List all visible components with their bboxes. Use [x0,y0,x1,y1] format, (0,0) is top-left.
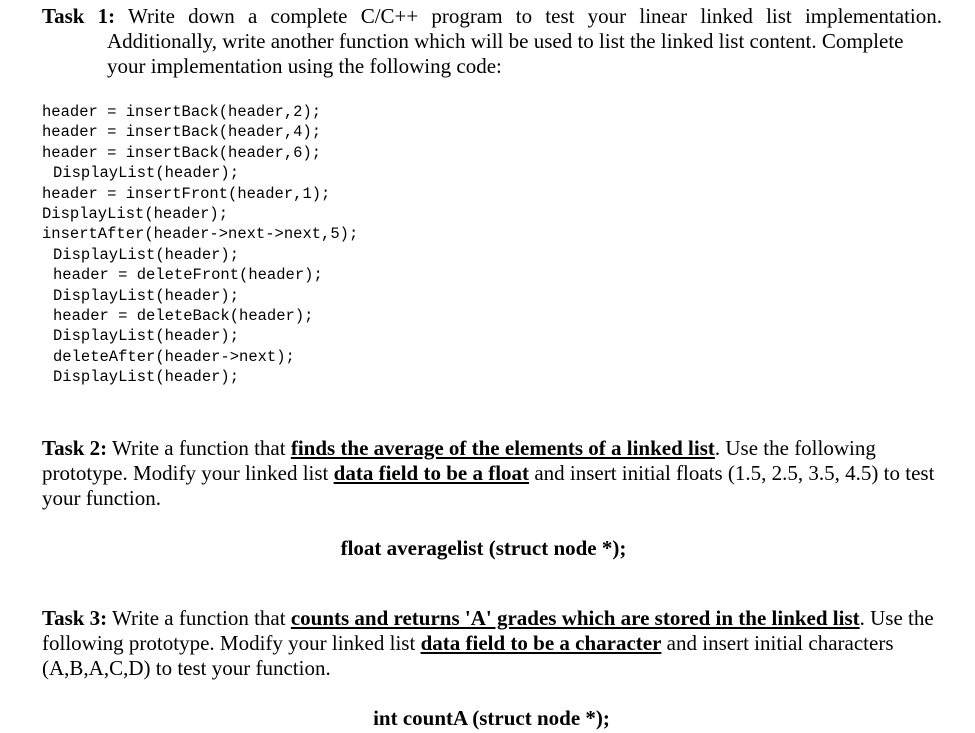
code-line: header = insertFront(header,1); [42,184,331,203]
code-line: header = deleteFront(header); [53,266,323,285]
task1-line1: Write down a complete C/C++ program to test your linear linked list implementation. [127,4,942,28]
code-line: deleteAfter(header->next); [53,347,295,366]
code-line: header = insertBack(header,6); [42,143,322,162]
code-line: header = deleteBack(header); [53,307,314,326]
code-line: header = insertBack(header,2); [42,103,322,121]
task2-emphasis1: finds the average of the elements of a linked list [290,436,715,460]
task2-emphasis2: data field to be a float [333,461,530,485]
task3-label: Task 3: [42,606,108,630]
code-line: DisplayList(header); [53,164,240,183]
task2-label: Task 2: [42,436,108,460]
task1-line2: Additionally, write another function which will be used to list the linked list content. Complete [107,29,904,53]
code-block [42,102,358,388]
task1-label: Task 1: [42,4,116,28]
code-line: DisplayList(header); [53,245,240,264]
task2-text2: . Use the following prototype. Modify your linked list [42,436,876,485]
code-line: DisplayList(header); [53,327,240,346]
task3-text1: Write a function that [107,606,291,630]
code-line: DisplayList(header); [53,286,240,305]
task3-section [42,606,942,681]
task3-text2: . Use the following prototype. Modify your linked list [42,606,934,655]
code-line: header = insertBack(header,4); [42,123,322,142]
task2-prototype: float averagelist (struct node *); [340,536,627,560]
task1-section [42,4,942,79]
code-line: DisplayList(header); [42,205,229,224]
task3-emphasis2: data field to be a character [420,631,662,655]
task1-line3: your implementation using the following code: [107,54,502,78]
code-line: insertAfter(header->next->next,5); [42,225,359,244]
task1-first-line [42,4,942,29]
task3-text3: and insert initial characters (A,B,A,C,D) to test your function. [42,631,894,680]
task2-text3: and insert initial floats (1.5, 2.5, 3.5, 4.5) to test your function. [42,461,935,510]
task2-section [42,436,942,511]
task3-emphasis1: counts and returns 'A' grades which are stored in the linked list [290,606,860,630]
task3-prototype: int countA (struct node *); [373,706,610,730]
code-line: DisplayList(header); [53,368,240,387]
task2-text1: Write a function that [107,436,291,460]
